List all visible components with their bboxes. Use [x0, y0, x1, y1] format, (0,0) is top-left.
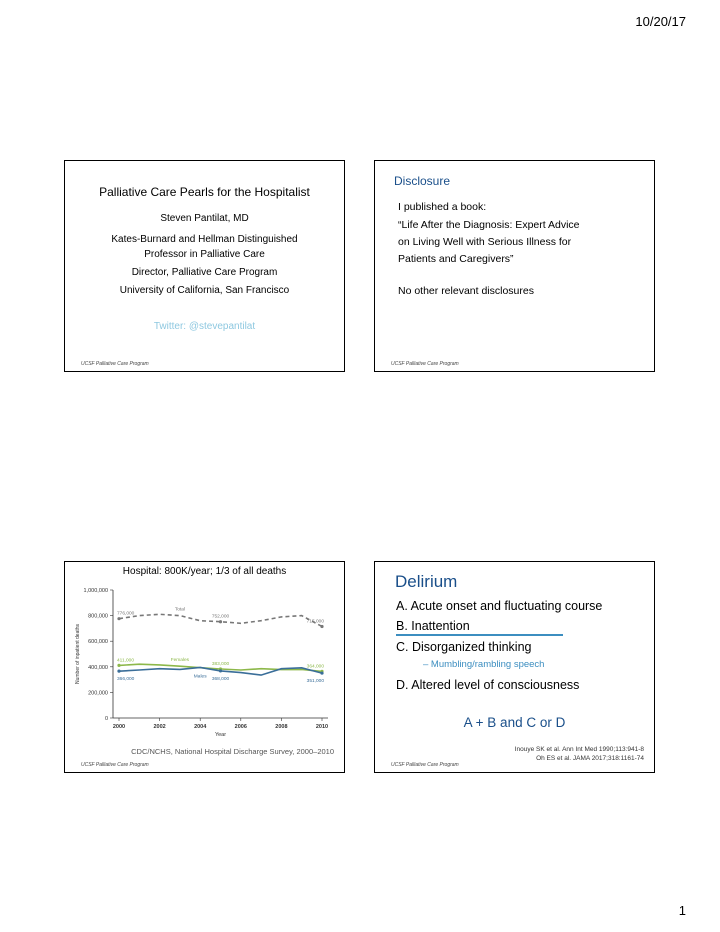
data-label: 364,000 — [306, 664, 324, 670]
x-tick-label: 2002 — [153, 724, 166, 730]
y-tick-label: 0 — [104, 716, 108, 722]
data-label: 383,000 — [211, 661, 230, 667]
x-axis-label: Year — [214, 732, 227, 738]
page-number: 1 — [678, 903, 686, 918]
reference-text: Inouye SK et al. Ann Int Med 1990;113:941-8 — [514, 746, 644, 753]
y-tick-label: 1,000,000 — [83, 588, 108, 594]
data-point — [219, 669, 222, 672]
criterion-c-subitem: – Mumbling/rambling speech — [423, 659, 545, 670]
criterion-d: D. Altered level of consciousness — [396, 678, 580, 692]
criterion-c: C. Disorganized thinking — [396, 640, 532, 654]
criterion-a: A. Acute onset and fluctuating course — [396, 599, 603, 613]
chart-slide-title: Hospital: 800K/year; 1/3 of all deaths — [122, 566, 287, 577]
disclosure-heading: Disclosure — [394, 174, 451, 188]
speaker-affiliation: University of California, San Francisco — [119, 285, 290, 296]
twitter-handle: Twitter: @stevepantilat — [153, 321, 256, 332]
disclosure-line: “Life After the Diagnosis: Expert Advice — [398, 219, 580, 231]
speaker-name: Steven Pantilat, MD — [160, 213, 249, 224]
slide-title-heading: Palliative Care Pearls for the Hospitalist — [99, 185, 310, 199]
data-label: 351,000 — [306, 679, 324, 685]
inpatient-deaths-chart — [73, 582, 338, 742]
x-tick-label: 2004 — [194, 724, 207, 730]
slide-disclosure — [374, 160, 655, 372]
y-tick-label: 600,000 — [88, 639, 108, 646]
criterion-b: B. Inattention — [396, 619, 470, 633]
disclosure-line: No other relevant disclosures — [398, 285, 534, 297]
underline-divider — [396, 634, 563, 636]
reference-text: Oh ES et al. JAMA 2017;318:1161-74 — [536, 755, 644, 762]
data-label: 752,000 — [211, 614, 230, 620]
x-tick-label: 2006 — [234, 724, 247, 730]
speaker-title-line: Professor in Palliative Care — [144, 249, 265, 260]
slide-title — [64, 160, 345, 372]
series-name-label: Males — [193, 674, 207, 680]
data-label: 776,000 — [117, 611, 135, 617]
x-tick-label: 2008 — [275, 724, 288, 730]
data-point — [320, 671, 323, 674]
reference — [515, 746, 644, 753]
data-point — [117, 664, 120, 667]
x-tick-label: 2010 — [315, 724, 329, 730]
reference — [536, 755, 644, 762]
series-name-label: Total — [174, 607, 185, 613]
data-point — [219, 620, 222, 623]
slide-hospital-deaths — [64, 561, 345, 773]
data-point — [320, 625, 323, 628]
series-name-label: Females — [170, 658, 190, 664]
delirium-heading: Delirium — [395, 572, 458, 591]
data-label: 715,000 — [306, 619, 324, 625]
speaker-title-line: Kates-Burnard and Hellman Distinguished — [111, 234, 298, 245]
y-axis-label: Number of inpatient deaths — [75, 623, 81, 685]
data-label: 366,000 — [117, 677, 135, 683]
slide-footer: UCSF Palliative Care Program — [81, 762, 149, 768]
disclosure-line: on Living Well with Serious Illness for — [398, 236, 572, 248]
slide-delirium — [374, 561, 655, 773]
y-tick-label: 400,000 — [88, 664, 108, 671]
header-date: 10/20/17 — [635, 14, 686, 29]
diagnostic-formula: A + B and C or D — [463, 715, 566, 730]
data-point — [117, 617, 120, 620]
data-label: 411,000 — [117, 658, 134, 664]
slide-footer: UCSF Palliative Care Program — [81, 361, 149, 367]
disclosure-line: Patients and Caregivers” — [398, 253, 514, 265]
chart-source: CDC/NCHS, National Hospital Discharge Survey, 2000–2010 — [131, 747, 334, 756]
data-label: 368,000 — [211, 676, 230, 682]
speaker-role: Director, Palliative Care Program — [131, 267, 278, 278]
x-tick-label: 2000 — [112, 724, 126, 730]
y-tick-label: 200,000 — [88, 690, 108, 697]
y-tick-label: 800,000 — [88, 613, 108, 620]
data-point — [117, 670, 120, 673]
slide-footer: UCSF Palliative Care Program — [391, 361, 459, 367]
disclosure-line: I published a book: — [398, 201, 487, 213]
slide-footer: UCSF Palliative Care Program — [391, 762, 459, 768]
